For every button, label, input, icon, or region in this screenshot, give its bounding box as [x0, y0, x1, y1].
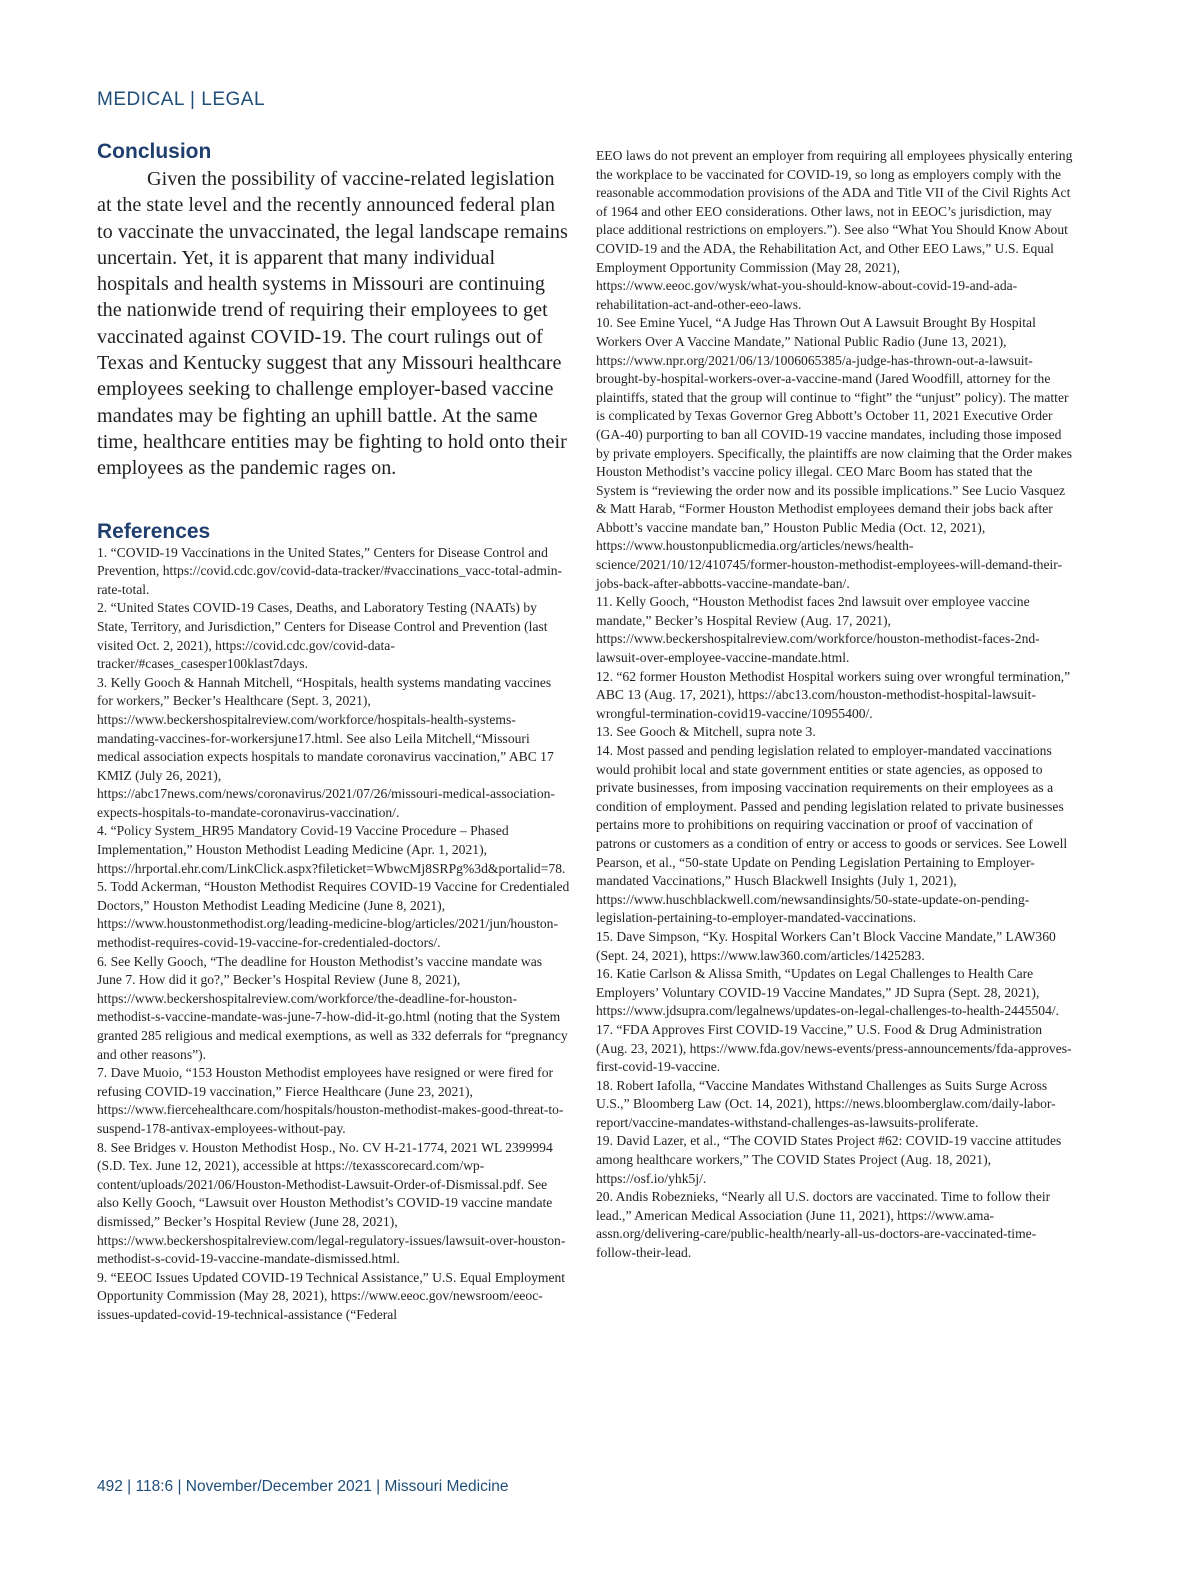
reference-item: 18. Robert Iafolla, “Vaccine Mandates Withstand Challenges as Suits Surge Across U.S.,” Bloomberg Law (Oct. 14, 2021), https://news.bloomberglaw.com/daily-labor-report/vaccine-mandates-withstand-challenges-as-lawsuits-proliferate.	[596, 1077, 1056, 1130]
reference-item: 20. Andis Robeznieks, “Nearly all U.S. doctors are vaccinated. Time to follow their lead.,” American Medical Association (June 11, 2021), https://www.ama-assn.org/delivering-care/public-health/nearly-all-us-doctors-are-vaccinated-time-follow-their-lead.	[596, 1189, 1051, 1261]
reference-item: EEO laws do not prevent an employer from requiring all employees physically entering the workplace to be vaccinated for COVID-19, so long as employers comply with the reasonable accommodation provisions of the ADA and Title VII of the Civil Rights Act of 1964 and other EEO considerations. Other laws, not in EEOC’s jurisdiction, may place additional restrictions on employers.”). See also “What You Should Know About COVID-19 and the ADA, the Rehabilitation Act, and Other EEO Laws,” U.S. Equal Employment Opportunity Commission (May 28, 2021), https://www.eeoc.gov/wysk/what-you-should-know-about-covid-19-and-ada-rehabilitation-act-and-other-eeo-laws.	[596, 148, 1073, 312]
section-label: MEDICAL | LEGAL	[97, 89, 266, 110]
reference-item: 10. See Emine Yucel, “A Judge Has Thrown Out A Lawsuit Brought By Hospital Workers Over A Vaccine Mandate,” National Public Radio (June 13, 2021), https://www.npr.org/2021/06/13/1006065385/a-judge-has-thrown-out-a-lawsuit-brought-by-hospital-workers-over-a-vaccine-mand (Jared Woodfill, attorney for the plaintiffs, stated that the group will continue to “fight” the “unjust” policy). The matter is complicated by Texas Governor Greg Abbott’s October 11, 2021 Executive Order (GA-40) purporting to ban all COVID-19 vaccine mandates, including those imposed by private employers. Specifically, the plaintiffs are now claiming that the Order makes Houston Methodist’s vaccine policy illegal. CEO Marc Boom has stated that the System is “reviewing the order now and its possible implications.” See Lucio Vasquez & Matt Harab, “Former Houston Methodist employees demand their jobs back after Abbott’s vaccine mandate ban,” Houston Public Media (Oct. 12, 2021), https://www.houstonpublicmedia.org/articles/news/health-science/2021/10/12/410745/former-houston-methodist-employees-will-demand-their-jobs-back-after-abbotts-vaccine-mandate-ban/.	[596, 315, 1073, 591]
reference-item: 8. See Bridges v. Houston Methodist Hosp., No. CV H-21-1774, 2021 WL 2399994 (S.D. Tex. June 12, 2021), accessible at https://texasscorecard.com/wp-content/uploads/2021/06/Houston-Methodist-Lawsuit-Order-of-Dismissal.pdf. See also Kelly Gooch, “Lawsuit over Houston Methodist’s COVID-19 vaccine mandate dismissed,” Becker’s Hospital Review (June 28, 2021), https://www.beckershospitalreview.com/legal-regulatory-issues/lawsuit-over-houston-methodist-s-covid-19-vaccine-mandate-dismissed.html.	[97, 1139, 566, 1267]
reference-item: 14. Most passed and pending legislation related to employer-mandated vaccinations would prohibit local and state government entities or state agencies, as opposed to private businesses, from imposing vaccination requirements on their employees as a condition of employment. Passed and pending legislation related to private businesses pertains more to prohibitions on requiring vaccination or proof of vaccination of patrons or customers as a condition of entry or access to goods or services. See Lowell Pearson, et al., “50-state Update on Pending Legislation Pertaining to Employer-mandated Vaccinations,” Husch Blackwell Insights (July 1, 2021), https://www.huschblackwell.com/newsandinsights/50-state-update-on-pending-legislation-pertaining-to-employer-mandated-vaccinations.	[596, 743, 1068, 926]
reference-list-right	[596, 147, 1074, 1263]
right-column	[596, 147, 1074, 1263]
reference-item: 12. “62 former Houston Methodist Hospital workers suing over wrongful termination,” ABC 13 (Aug. 17, 2021), https://abc13.com/houston-methodist-hospital-lawsuit-wrongful-termination-covid19-vaccine/10955400/.	[596, 668, 1071, 721]
reference-item: 5. Todd Ackerman, “Houston Methodist Requires COVID-19 Vaccine for Credentialed Doctors,” Houston Methodist Leading Medicine (June 8, 2021), https://www.houstonmethodist.org/leading-medicine-blog/articles/2021/jun/houston-methodist-requires-covid-19-vaccine-for-credentialed-doctors/.	[97, 879, 570, 951]
page-footer: 492 | 118:6 | November/December 2021 | Missouri Medicine	[97, 1478, 509, 1495]
conclusion-heading: Conclusion	[97, 140, 212, 163]
reference-item: 13. See Gooch & Mitchell, supra note 3.	[596, 724, 816, 740]
reference-item: 1. “COVID-19 Vaccinations in the United States,” Centers for Disease Control and Prevention, https://covid.cdc.gov/covid-data-tracker/#vaccinations_vacc-total-admin-rate-total.	[97, 544, 563, 597]
references-heading: References	[97, 519, 211, 543]
reference-item: 9. “EEOC Issues Updated COVID-19 Technical Assistance,” U.S. Equal Employment Opportunity Commission (May 28, 2021), https://www.eeoc.gov/newsroom/eeoc-issues-updated-covid-19-technical-assistance (“Federal	[97, 1269, 566, 1322]
reference-item: 15. Dave Simpson, “Ky. Hospital Workers Can’t Block Vaccine Mandate,” LAW360 (Sept. 24, 2021), https://www.law360.com/articles/1425283.	[596, 928, 1056, 963]
conclusion-paragraph: Given the possibility of vaccine-related legislation at the state level and the recently announced federal plan to vaccinate the unvaccinated, the legal landscape remains uncertain. Yet, it is apparent that many individual hospitals and health systems in Missouri are continuing the nationwide trend of requiring their employees to get vaccinated against COVID-19. The court rulings out of Texas and Kentucky suggest that any Missouri healthcare employees seeking to challenge employer-based vaccine mandates may be fighting an uphill battle. At the same time, healthcare entities may be fighting to hold onto their employees as the pandemic rages on.	[97, 168, 568, 480]
reference-item: 19. David Lazer, et al., “The COVID States Project #62: COVID-19 vaccine attitudes among healthcare workers,” The COVID States Project (Aug. 18, 2021), https://osf.io/yhk5j/.	[596, 1133, 1062, 1186]
reference-item: 16. Katie Carlson & Alissa Smith, “Updates on Legal Challenges to Health Care Employers’ Voluntary COVID-19 Vaccine Mandates,” JD Supra (Sept. 28, 2021), https://www.jdsupra.com/legalnews/updates-on-legal-challenges-to-health-2445504/.	[596, 966, 1060, 1019]
reference-list-left	[97, 544, 570, 1325]
reference-item: 2. “United States COVID-19 Cases, Deaths, and Laboratory Testing (NAATs) by State, Territory, and Jurisdiction,” Centers for Disease Control and Prevention (last visited Oct. 2, 2021), https://covid.cdc.gov/covid-data-tracker/#cases_casesper100klast7days.	[97, 600, 548, 672]
reference-item: 7. Dave Muoio, “153 Houston Methodist employees have resigned or were fired for refusing COVID-19 vaccination,” Fierce Healthcare (June 23, 2021), https://www.fiercehealthcare.com/hospitals/houston-methodist-makes-good-threat-to-suspend-178-antivax-employees-without-pay.	[97, 1065, 564, 1136]
left-column	[97, 140, 570, 1325]
reference-item: 6. See Kelly Gooch, “The deadline for Houston Methodist’s vaccine mandate was June 7. How did it go?,” Becker’s Hospital Review (June 8, 2021), https://www.beckershospitalreview.com/workforce/the-deadline-for-houston-methodist-s-vaccine-mandate-was-june-7-how-did-it-go.html (noting that the System granted 285 religious and medical exemptions, as well as 332 deferrals for “pregnancy and other reasons”).	[97, 953, 568, 1062]
reference-item: 11. Kelly Gooch, “Houston Methodist faces 2nd lawsuit over employee vaccine mandate,” Becker’s Hospital Review (Aug. 17, 2021), https://www.beckershospitalreview.com/workforce/houston-methodist-faces-2nd-lawsuit-over-employee-vaccine-mandate.html.	[596, 594, 1040, 666]
reference-item: 3. Kelly Gooch & Hannah Mitchell, “Hospitals, health systems mandating vaccines for workers,” Becker’s Healthcare (Sept. 3, 2021), https://www.beckershospitalreview.com/workforce/hospitals-health-systems-mandating-vaccines-for-workersjune17.html. See also Leila Mitchell,“Missouri medical association expects hospitals to mandate coronavirus vaccination,” ABC 17 KMIZ (July 26, 2021), https://abc17news.com/news/coronavirus/2021/07/26/missouri-medical-association-expects-hospitals-to-mandate-coronavirus-vaccination/.	[97, 674, 555, 820]
reference-item: 17. “FDA Approves First COVID-19 Vaccine,” U.S. Food & Drug Administration (Aug. 23, 2021), https://www.fda.gov/news-events/press-announcements/fda-approves-first-covid-19-vaccine.	[596, 1021, 1072, 1075]
reference-item: 4. “Policy System_HR95 Mandatory Covid-19 Vaccine Procedure – Phased Implementation,” Houston Methodist Leading Medicine (Apr. 1, 2021), https://hrportal.ehr.com/LinkClick.aspx?fileticket=WbwcMj8SRPg%3d&portalid=78.	[97, 823, 566, 876]
